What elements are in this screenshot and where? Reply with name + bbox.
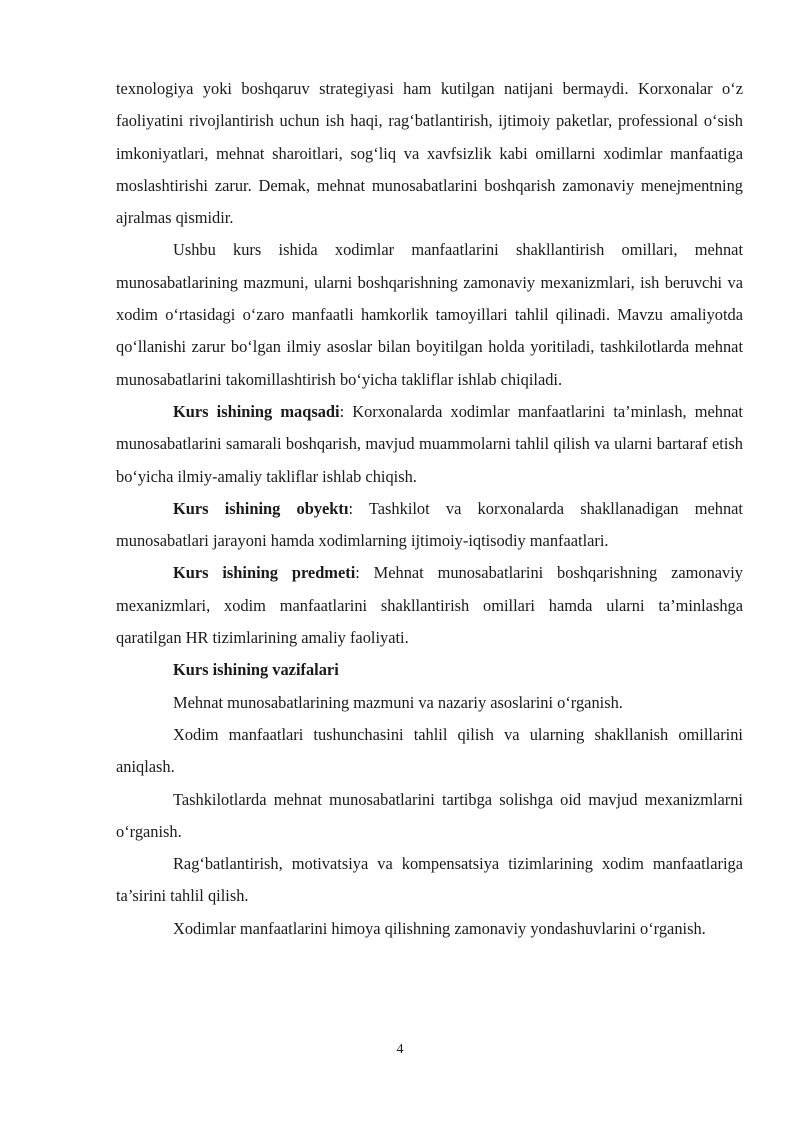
- course-subject-label: Kurs ishining predmeti: [173, 563, 356, 583]
- course-object-label: Kurs ishining obyektı: [173, 498, 349, 518]
- task-item: Mehnat munosabatlarining mazmuni va nazariy asoslarini o‘rganish.: [173, 692, 623, 712]
- course-subject-text: : Mehnat munosabatlarini boshqarishning zamonaviy mexanizmlari, xodim manfaatlarini shakllantirish omillari hamda ularni ta’minlashga qaratilgan HR tizimlarining amaliy faoliyati.: [116, 563, 743, 648]
- task-item: Tashkilotlarda mehnat munosabatlarini tartibga solishga oid mavjud mexanizmlarni o‘rganish.: [116, 789, 743, 841]
- paragraph-course-goal: [116, 396, 743, 493]
- task-item: Rag‘batlantirish, motivatsiya va kompensatsiya tizimlarining xodim manfaatlariga ta’sirini tahlil qilish.: [116, 854, 743, 906]
- document-body: [116, 73, 743, 945]
- paragraph-course-object: [116, 493, 743, 558]
- course-tasks-heading-text: Kurs ishining vazifalari: [173, 660, 339, 680]
- paragraph-intro-continuation: texnologiya yoki boshqaruv strategiyasi ham kutilgan natijani bermaydi. Korxonalar o‘z faoliyatini rivojlantirish uchun ish haqi, rag‘batlantirish, ijtimoiy paketlar, professional o‘sish imkoniyatlari, mehnat sharoitlari, sog‘liq va xavfsizlik kabi omillarni xodimlar manfaatiga moslashtirishi zarur. Demak, mehnat munosabatlarini boshqarish zamonaviy menejmentning ajralmas qismidir.: [116, 79, 743, 228]
- task-item: Xodimlar manfaatlarini himoya qilishning zamonaviy yondashuvlarini o‘rganish.: [173, 918, 706, 938]
- course-goal-text: : Korxonalarda xodimlar manfaatlarini ta’minlash, mehnat munosabatlarini samarali boshqarish, mavjud muammolarni tahlil qilish va ularni bartaraf etish bo‘yicha ilmiy-amaliy takliflar ishlab chiqish.: [116, 401, 743, 486]
- course-object-text: : Tashkilot va korxonalarda shakllanadigan mehnat munosabatlari jarayoni hamda xodimlarning ijtimoiy-iqtisodiy manfaatlari.: [116, 498, 743, 551]
- course-goal-label: Kurs ishining maqsadi: [173, 401, 340, 421]
- page-number: 4: [396, 1042, 404, 1057]
- course-tasks-heading: [116, 654, 743, 686]
- paragraph-course-subject: [116, 557, 743, 654]
- task-item: Xodim manfaatlari tushunchasini tahlil qilish va ularning shakllanish omillarini aniqlash.: [116, 724, 743, 777]
- paragraph-course-overview: Ushbu kurs ishida xodimlar manfaatlarini shakllantirish omillari, mehnat munosabatlarining mazmuni, ularni boshqarishning zamonaviy mexanizmlari, ish beruvchi va xodim o‘rtasidagi o‘zaro manfaatli hamkorlik tamoyillari tahlil qilinadi. Mavzu amaliyotda qo‘llanishi zarur bo‘lgan ilmiy asoslar bilan boyitilgan holda yoritiladi, tashkilotlarda mehnat munosabatlarini takomillashtirish bo‘yicha takliflar ishlab chiqiladi.: [116, 240, 743, 389]
